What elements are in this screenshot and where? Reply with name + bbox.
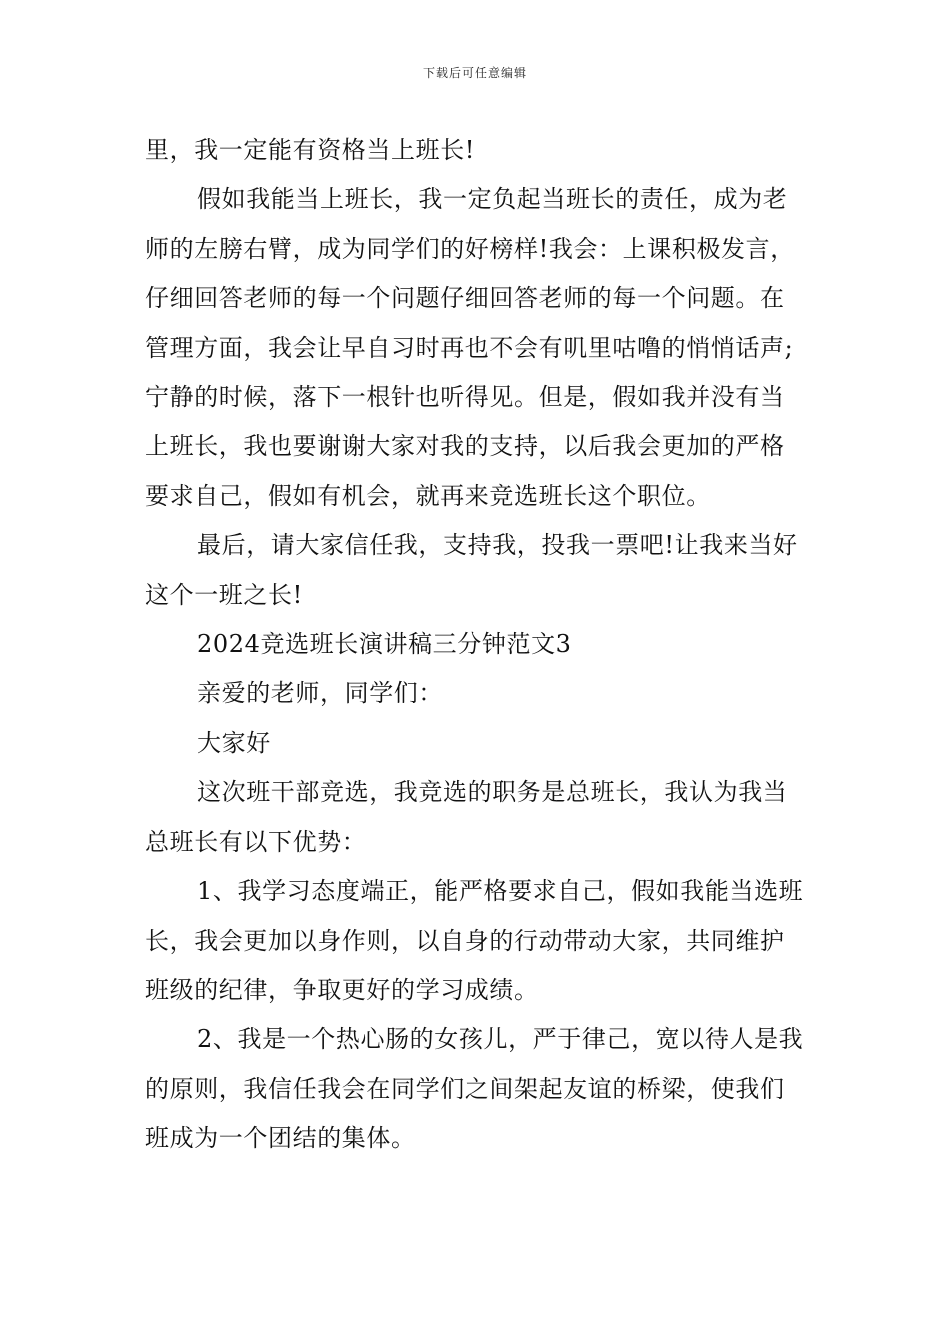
paragraph: 假如我能当上班长，我一定负起当班长的责任，成为老师的左膀右臂，成为同学们的好榜样!我会：上课积极发言，仔细回答老师的每一个问题仔细回答老师的每一个问题。在管理方面，我会让早自习时再也不会有叽里咕噜的悄悄话声;宁静的时候，落下一根针也听得见。但是，假如我并没有当上班长，我也要谢谢大家对我的支持，以后我会更加的严格要求自己，假如有机会，就再来竞选班长这个职位。: [145, 185, 795, 510]
document-body: [145, 126, 807, 1164]
salutation: 亲爱的老师，同学们：: [197, 679, 443, 708]
paragraph: 1、我学习态度端正，能严格要求自己，假如我能当选班长，我会更加以身作则，以自身的行动带动大家，共同维护班级的纪律，争取更好的学习成绩。: [145, 877, 804, 1004]
paragraph: 这次班干部竞选，我竞选的职务是总班长，我认为我当总班长有以下优势：: [145, 778, 788, 856]
greeting: 大家好: [197, 728, 271, 757]
paragraph: 最后，请大家信任我，支持我，投我一票吧!让我来当好这个一班之长!: [145, 531, 798, 609]
page-header-note: 下载后可任意编辑: [422, 66, 527, 80]
paragraph: 里，我一定能有资格当上班长!: [145, 136, 476, 164]
section-title: 2024竞选班长演讲稿三分钟范文3: [197, 630, 572, 659]
paragraph: 2、我是一个热心肠的女孩儿，严于律己，宽以待人是我的原则，我信任我会在同学们之间架起友谊的桥梁，使我们班成为一个团结的集体。: [145, 1025, 804, 1153]
